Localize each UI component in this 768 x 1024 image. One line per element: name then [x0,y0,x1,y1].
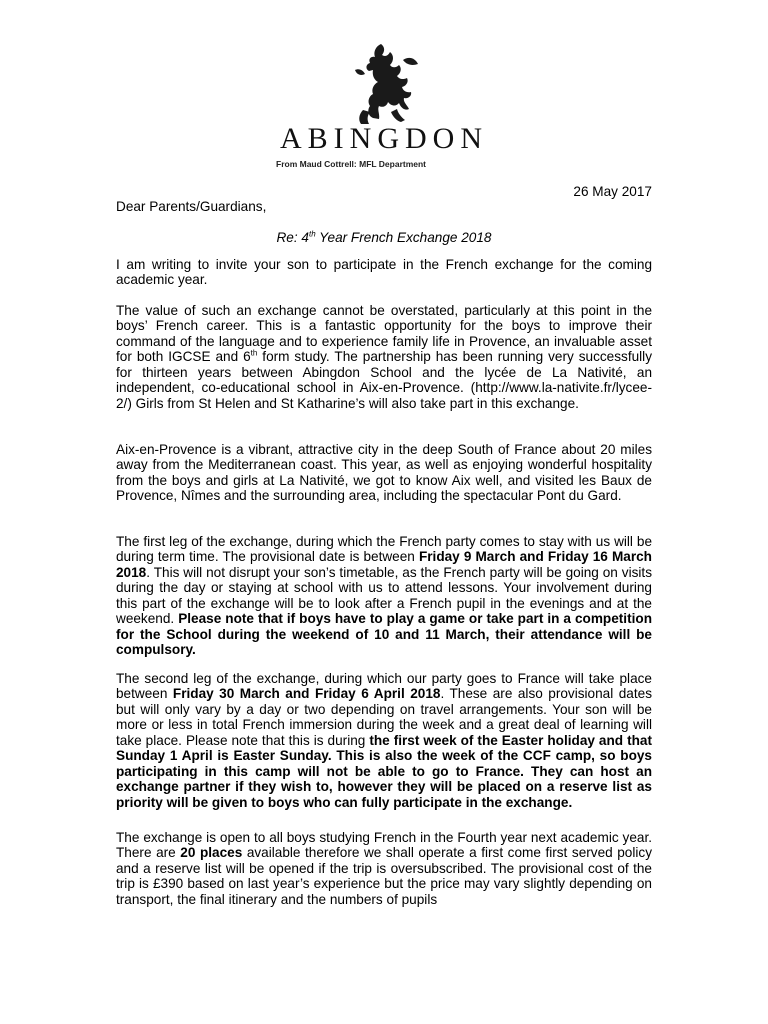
p4-text-a: The first leg of the exchange, during which the French party comes to stay with us will be during term time. The provisional date is between [116,534,652,565]
griffin-crest-icon [343,40,425,126]
letter-date: 26 May 2017 [573,184,652,199]
p4-bold-dates: Friday 9 March and Friday 16 March 2018 [116,549,652,580]
paragraph-aix: Aix-en-Provence is a vibrant, attractive city in the deep South of France about 20 miles away from the Mediterranean coast. This year, as well as enjoying wonderful hospitality from the boys and girls at La Nativité, we got to know Aix well, and visited les Baux de Provence, Nîmes and the surrounding area, including the spectacular Pont du Gard. [116,442,652,504]
p4-bold-note: Please note that if boys have to play a game or take part in a competition for the School during the weekend of 10 and 11 March, their attendance will be compulsory. [116,611,652,658]
p5-bold-note: the first week of the Easter holiday and that Sunday 1 April is Easter Sunday. This is also the week of the CCF camp, so boys participating in this camp will not be able to go to France. They can host an exchange partner if they wish to, however they will be placed on a reserve list as priority will be given to boys who can fully participate in the exchange. [116,732,653,810]
from-line: From Maud Cottrell: MFL Department [276,159,427,169]
p6-bold-places: 20 places [180,845,243,861]
p5-bold-dates: Friday 30 March and Friday 6 April 2018 [172,686,441,702]
paragraph-first-leg [116,534,652,658]
p4-text-c: . This will not disrupt your son’s timetable, as the French party will be going on visits during the day or staying at school with us to attend lessons. Your involvement during this part of the exchange will be to look after a French pupil in the evenings and at the weekend. [116,564,652,627]
p5-text-a: The second leg of the exchange, during which our party goes to France will take place between [116,671,652,702]
school-name: ABINGDON [280,122,488,155]
subject-sup: th [308,229,316,239]
p2-text-b: form study. The partnership has been running very successfully for thirteen years between Abingdon School and the lycée de La Nativité, an independent, co-educational school in Aix-en-Provence. (http://www.la-nativite.fr/lycee-2/) Girls from St Helen and St Katharine’s will also take part in this exchange. [116,349,652,411]
p6-text-c: available therefore we shall operate a first come first served policy and a reserve list will be opened if the trip is oversubscribed. The provisional cost of the trip is £390 based on last year’s experience but the price may vary slightly depending on transport, the final itinerary and the numbers of pupils [116,845,652,907]
paragraph-places [116,830,652,907]
subject-line [0,230,768,245]
paragraph-second-leg [116,671,652,810]
p2-sup: th [250,348,258,358]
p2-text-a: The value of such an exchange cannot be overstated, particularly at this point in the boys’ French career. This is a fantastic opportunity for the boys to improve their command of the language and to experience family life in Provence, an invaluable asset for both IGCSE and 6 [116,303,652,365]
subject-suffix: Year French Exchange 2018 [315,230,492,245]
paragraph-invite: I am writing to invite your son to participate in the French exchange for the coming academic year. [116,257,652,288]
subject-prefix: Re: 4 [276,230,309,245]
p6-text-a: The exchange is open to all boys studying French in the Fourth year next academic year. There are [116,830,652,861]
paragraph-value [116,303,652,411]
salutation: Dear Parents/Guardians, [116,199,267,214]
p5-text-c: . These are also provisional dates but will only vary by a day or two depending on travel arrangements. Your son will be more or less in total French immersion during the week and a great deal of learning will take place. Please note that this is during [116,686,652,748]
